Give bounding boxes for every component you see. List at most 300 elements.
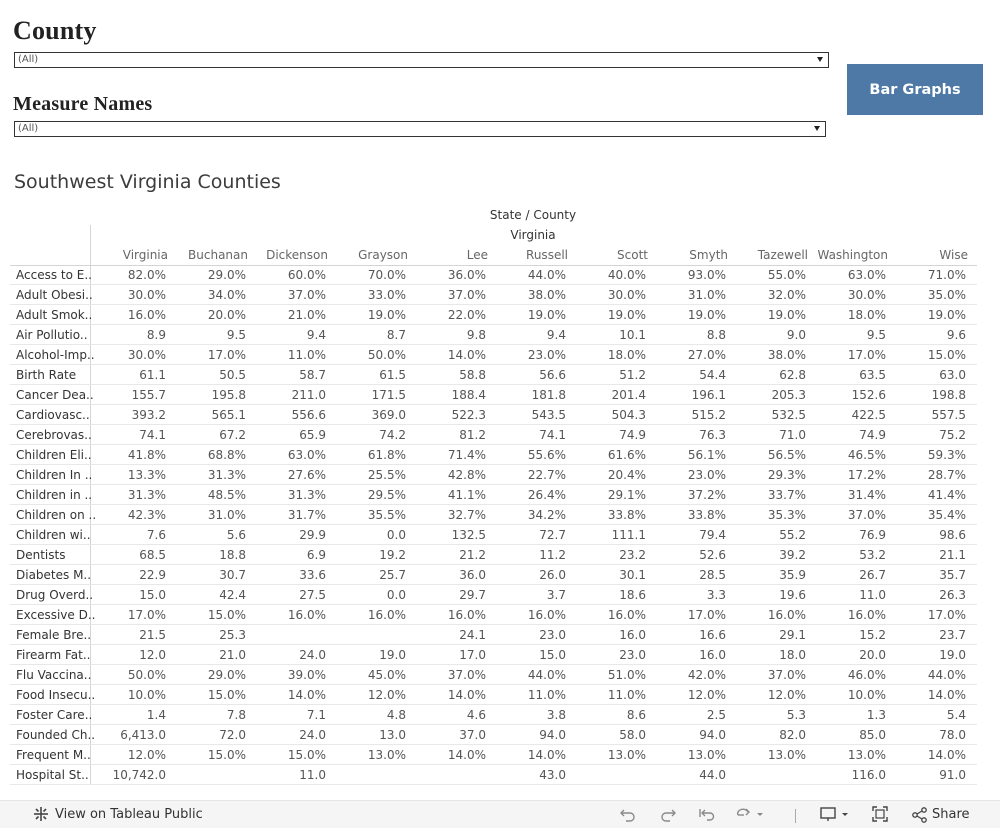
- table-cell: [730, 765, 810, 784]
- table-cell: 37.0%: [447, 288, 486, 302]
- table-cell: 0.0: [386, 528, 406, 542]
- table-cell: 152.6: [851, 388, 886, 402]
- table-cell: 195.8: [211, 388, 246, 402]
- table-cell: 21.1: [939, 548, 966, 562]
- table-cell: 37.2%: [687, 488, 726, 502]
- table-cell: [250, 625, 330, 644]
- table-cell: 565.1: [211, 408, 246, 422]
- table-cell: 94.0: [699, 728, 726, 742]
- table-cell: 557.5: [931, 408, 966, 422]
- county-dropdown-value: (All): [18, 54, 39, 65]
- table-cell: 198.8: [931, 388, 966, 402]
- table-cell: 63.0: [939, 368, 966, 382]
- table-cell: 70.0%: [367, 268, 406, 282]
- bar-graphs-button[interactable]: Bar Graphs: [847, 64, 983, 115]
- table-cell: 41.1%: [447, 488, 486, 502]
- table-row: [10, 365, 977, 385]
- table-cell: 31.7%: [287, 508, 326, 522]
- table-cell: 15.0: [539, 648, 566, 662]
- table-cell: 41.8%: [127, 448, 166, 462]
- table-cell: 35.7: [939, 568, 966, 582]
- table-cell: 14.0%: [527, 748, 566, 762]
- table-cell: 16.6: [699, 628, 726, 642]
- table-cell: 54.4: [699, 368, 726, 382]
- table-cell: 6,413.0: [120, 728, 166, 742]
- measure-names-filter-title: Measure Names: [13, 93, 153, 115]
- state-header: Virginia: [510, 228, 556, 242]
- table-cell: 7.8: [226, 708, 246, 722]
- row-header: Cardiovasc..: [16, 408, 90, 422]
- table-cell: 5.3: [786, 708, 806, 722]
- table-cell: 39.2: [779, 548, 806, 562]
- view-on-tableau-label: View on Tableau Public: [55, 807, 203, 822]
- table-row: [10, 305, 977, 325]
- row-header: Access to E..: [16, 268, 92, 282]
- measure-names-dropdown[interactable]: [14, 121, 826, 137]
- table-cell: 26.7: [859, 568, 886, 582]
- table-cell: 2.5: [706, 708, 726, 722]
- table-cell: 40.0%: [607, 268, 646, 282]
- table-cell: 19.0: [939, 648, 966, 662]
- table-cell: 13.0%: [607, 748, 646, 762]
- refresh-icon[interactable]: [735, 806, 765, 826]
- row-header: Female Bre..: [16, 628, 92, 642]
- table-cell: 19.0%: [687, 308, 726, 322]
- table-cell: 31.3%: [207, 468, 246, 482]
- table-cell: 19.0%: [527, 308, 566, 322]
- table-cell: 17.0%: [927, 608, 966, 622]
- table-cell: 55.0%: [767, 268, 806, 282]
- table-cell: 19.0%: [607, 308, 646, 322]
- table-cell: 15.0%: [927, 348, 966, 362]
- table-cell: 32.7%: [447, 508, 486, 522]
- table-cell: 9.0: [786, 328, 806, 342]
- table-cell: 16.0%: [447, 608, 486, 622]
- table-cell: 132.5: [451, 528, 486, 542]
- revert-icon[interactable]: [698, 806, 716, 826]
- table-row: [10, 585, 977, 605]
- table-cell: 0.0: [386, 588, 406, 602]
- table-cell: 27.6%: [287, 468, 326, 482]
- table-cell: 17.0%: [207, 348, 246, 362]
- row-header: Firearm Fat..: [16, 648, 91, 662]
- table-cell: 53.2: [859, 548, 886, 562]
- table-cell: 61.6%: [607, 448, 646, 462]
- table-cell: 61.1: [139, 368, 166, 382]
- table-row: [10, 445, 977, 465]
- table-cell: 45.0%: [367, 668, 406, 682]
- table-cell: 56.6: [539, 368, 566, 382]
- table-cell: 19.2: [379, 548, 406, 562]
- row-header: Alcohol-Imp..: [16, 348, 95, 362]
- table-cell: 74.2: [379, 428, 406, 442]
- table-cell: 3.7: [546, 588, 566, 602]
- table-cell: 29.0%: [207, 668, 246, 682]
- table-cell: 16.0%: [767, 608, 806, 622]
- view-on-tableau-public-link[interactable]: [33, 807, 203, 822]
- table-cell: 29.1%: [607, 488, 646, 502]
- table-cell: 56.1%: [687, 448, 726, 462]
- table-cell: 10,742.0: [112, 768, 166, 782]
- table-cell: 10.0%: [847, 688, 886, 702]
- table-cell: 98.6: [939, 528, 966, 542]
- table-cell: 20.0%: [207, 308, 246, 322]
- table-cell: 27.0%: [687, 348, 726, 362]
- table-cell: 82.0%: [127, 268, 166, 282]
- table-cell: 10.1: [619, 328, 646, 342]
- table-cell: 5.4: [946, 708, 966, 722]
- table-cell: 48.5%: [207, 488, 246, 502]
- table-cell: 31.3%: [127, 488, 166, 502]
- state-county-header: State / County: [489, 208, 577, 222]
- table-cell: 11.0: [299, 768, 326, 782]
- table-cell: 9.6: [946, 328, 966, 342]
- table-cell: 71.0%: [927, 268, 966, 282]
- row-header: Drug Overd..: [16, 588, 94, 602]
- table-cell: 39.0%: [287, 668, 326, 682]
- table-cell: 30.0%: [127, 288, 166, 302]
- table-cell: 8.6: [626, 708, 646, 722]
- table-cell: 17.0%: [847, 348, 886, 362]
- chevron-down-icon: [814, 126, 820, 131]
- row-header: Air Pollutio..: [16, 328, 88, 342]
- table-cell: 31.0%: [687, 288, 726, 302]
- row-header: Founded Ch..: [16, 728, 96, 742]
- table-cell: 26.0: [539, 568, 566, 582]
- table-cell: 201.4: [611, 388, 646, 402]
- table-row: [10, 725, 977, 745]
- table-cell: 18.6: [619, 588, 646, 602]
- table-cell: 23.0%: [687, 468, 726, 482]
- table-cell: 111.1: [611, 528, 646, 542]
- table-cell: 9.4: [306, 328, 326, 342]
- redo-icon[interactable]: [659, 806, 677, 826]
- table-cell: 44.0%: [927, 668, 966, 682]
- table-cell: 63.0%: [847, 268, 886, 282]
- table-cell: 24.1: [459, 628, 486, 642]
- table-cell: 14.0%: [927, 688, 966, 702]
- table-row: [10, 505, 977, 525]
- table-cell: 7.6: [146, 528, 166, 542]
- table-cell: 12.0%: [687, 688, 726, 702]
- table-cell: 35.3%: [767, 508, 806, 522]
- table-cell: 50.0%: [367, 348, 406, 362]
- table-cell: 188.4: [451, 388, 486, 402]
- table-cell: 33.0%: [367, 288, 406, 302]
- table-cell: 515.2: [691, 408, 726, 422]
- table-cell: 15.0%: [207, 688, 246, 702]
- table-cell: 13.0: [379, 728, 406, 742]
- row-header: Children In ..: [16, 468, 93, 482]
- table-cell: 23.7: [939, 628, 966, 642]
- table-cell: 17.0: [459, 648, 486, 662]
- table-cell: 23.0%: [527, 348, 566, 362]
- table-row: [10, 745, 977, 765]
- sheet-title: Southwest Virginia Counties: [14, 171, 281, 193]
- table-cell: 15.0%: [287, 748, 326, 762]
- column-header: Tazewell: [757, 248, 808, 262]
- table-cell: 4.8: [386, 708, 406, 722]
- table-cell: 58.8: [459, 368, 486, 382]
- table-cell: 26.4%: [527, 488, 566, 502]
- table-cell: 18.8: [219, 548, 246, 562]
- table-cell: 16.0%: [127, 308, 166, 322]
- table-cell: 18.0%: [847, 308, 886, 322]
- tableau-logo-icon: [33, 806, 49, 826]
- table-cell: 22.9: [139, 568, 166, 582]
- table-cell: 13.0%: [767, 748, 806, 762]
- table-cell: 8.9: [146, 328, 166, 342]
- table-cell: 556.6: [291, 408, 326, 422]
- table-row: [10, 565, 977, 585]
- table-cell: 16.0%: [847, 608, 886, 622]
- table-cell: 68.8%: [207, 448, 246, 462]
- table-cell: 25.7: [379, 568, 406, 582]
- table-cell: 5.6: [226, 528, 246, 542]
- table-row: [10, 285, 977, 305]
- table-row: [10, 605, 977, 625]
- table-cell: 13.0%: [367, 748, 406, 762]
- row-header: Children wi..: [16, 528, 91, 542]
- row-header: Adult Obesi..: [16, 288, 93, 302]
- table-row: [10, 425, 977, 445]
- table-cell: 32.0%: [767, 288, 806, 302]
- table-cell: 8.8: [706, 328, 726, 342]
- column-header: Buchanan: [188, 248, 248, 262]
- row-header: Frequent M..: [16, 748, 91, 762]
- table-cell: 17.0%: [687, 608, 726, 622]
- table-cell: 25.3: [219, 628, 246, 642]
- table-row: [10, 685, 977, 705]
- table-cell: 44.0%: [527, 268, 566, 282]
- table-cell: 34.0%: [207, 288, 246, 302]
- table-cell: 33.6: [299, 568, 326, 582]
- table-row: [10, 645, 977, 665]
- table-cell: 71.0: [779, 428, 806, 442]
- row-header: Diabetes M..: [16, 568, 92, 582]
- table-cell: 6.9: [306, 548, 326, 562]
- table-cell: 63.5: [859, 368, 886, 382]
- table-cell: 9.5: [866, 328, 886, 342]
- table-cell: 72.0: [219, 728, 246, 742]
- measure-names-dropdown-value: (All): [18, 123, 39, 134]
- chevron-down-icon: [817, 57, 823, 62]
- table-cell: 41.4%: [927, 488, 966, 502]
- table-cell: 76.3: [699, 428, 726, 442]
- table-cell: 11.0%: [607, 688, 646, 702]
- table-cell: 74.1: [139, 428, 166, 442]
- table-row: [10, 265, 977, 285]
- table-cell: 34.2%: [527, 508, 566, 522]
- table-cell: 15.0: [139, 588, 166, 602]
- table-cell: 31.0%: [207, 508, 246, 522]
- column-header: Russell: [526, 248, 568, 262]
- table-cell: 94.0: [539, 728, 566, 742]
- row-header: Flu Vaccina..: [16, 668, 92, 682]
- table-cell: 1.3: [866, 708, 886, 722]
- table-cell: 68.5: [139, 548, 166, 562]
- table-row: [10, 485, 977, 505]
- table-row: [10, 325, 977, 345]
- table-cell: 16.0%: [527, 608, 566, 622]
- table-cell: 211.0: [291, 388, 326, 402]
- table-row: [10, 525, 977, 545]
- column-header: Smyth: [689, 248, 728, 262]
- crosstab-table[interactable]: [10, 203, 980, 782]
- row-header: Cerebrovas..: [16, 428, 92, 442]
- table-cell: 23.0: [619, 648, 646, 662]
- table-cell: 63.0%: [287, 448, 326, 462]
- table-cell: 25.5%: [367, 468, 406, 482]
- table-cell: 393.2: [131, 408, 166, 422]
- row-header: Children in ..: [16, 488, 93, 502]
- table-cell: 30.0%: [847, 288, 886, 302]
- table-cell: 38.0%: [527, 288, 566, 302]
- table-cell: 14.0%: [927, 748, 966, 762]
- table-cell: 36.0: [459, 568, 486, 582]
- table-cell: 24.0: [299, 728, 326, 742]
- table-cell: 205.3: [771, 388, 806, 402]
- table-cell: 16.0%: [367, 608, 406, 622]
- county-dropdown[interactable]: [14, 52, 829, 68]
- table-cell: 35.9: [779, 568, 806, 582]
- table-cell: 62.8: [779, 368, 806, 382]
- table-cell: 30.0%: [127, 348, 166, 362]
- table-cell: 171.5: [371, 388, 406, 402]
- row-header: Children Eli..: [16, 448, 92, 462]
- table-cell: 532.5: [771, 408, 806, 422]
- table-cell: [330, 765, 410, 784]
- table-cell: 52.6: [699, 548, 726, 562]
- table-cell: 61.8%: [367, 448, 406, 462]
- table-cell: 30.7: [219, 568, 246, 582]
- table-cell: 29.3%: [767, 468, 806, 482]
- table-cell: 19.0: [379, 648, 406, 662]
- table-cell: 33.8%: [607, 508, 646, 522]
- table-cell: 31.4%: [847, 488, 886, 502]
- table-cell: 21.0: [219, 648, 246, 662]
- table-cell: 51.2: [619, 368, 646, 382]
- row-header: Cancer Dea..: [16, 388, 94, 402]
- table-cell: 76.9: [859, 528, 886, 542]
- table-cell: 18.0%: [607, 348, 646, 362]
- row-header: Birth Rate: [16, 368, 77, 382]
- table-cell: 55.6%: [527, 448, 566, 462]
- table-row: [10, 405, 977, 425]
- column-header: Wise: [939, 248, 968, 262]
- table-cell: 82.0: [779, 728, 806, 742]
- table-cell: 196.1: [691, 388, 726, 402]
- table-cell: 12.0%: [767, 688, 806, 702]
- table-cell: 11.0: [859, 588, 886, 602]
- table-cell: 29.9: [299, 528, 326, 542]
- table-cell: 46.5%: [847, 448, 886, 462]
- table-cell: [570, 765, 650, 784]
- table-cell: 72.7: [539, 528, 566, 542]
- table-cell: 19.0%: [367, 308, 406, 322]
- table-cell: 19.0%: [767, 308, 806, 322]
- table-cell: 22.7%: [527, 468, 566, 482]
- row-header: Hospital St..: [16, 768, 89, 782]
- table-cell: 29.5%: [367, 488, 406, 502]
- table-row: [10, 545, 977, 565]
- table-cell: 37.0%: [287, 288, 326, 302]
- share-button[interactable]: [912, 807, 970, 822]
- table-cell: 15.2: [859, 628, 886, 642]
- row-header: Foster Care..: [16, 708, 93, 722]
- download-icon[interactable]: [820, 806, 850, 826]
- table-cell: 37.0: [459, 728, 486, 742]
- undo-icon[interactable]: [619, 806, 637, 826]
- table-cell: 9.8: [466, 328, 486, 342]
- table-cell: 16.0: [619, 628, 646, 642]
- table-cell: 67.2: [219, 428, 246, 442]
- table-cell: 91.0: [939, 768, 966, 782]
- table-cell: 8.7: [386, 328, 406, 342]
- table-cell: 37.0%: [767, 668, 806, 682]
- table-cell: 4.6: [466, 708, 486, 722]
- tableau-toolbar: [0, 800, 1000, 828]
- row-header: Dentists: [16, 548, 66, 562]
- table-cell: 19.0%: [927, 308, 966, 322]
- table-row: [10, 625, 977, 645]
- table-cell: 31.3%: [287, 488, 326, 502]
- fullscreen-icon[interactable]: [872, 806, 888, 826]
- table-cell: [170, 765, 250, 784]
- table-cell: 12.0%: [367, 688, 406, 702]
- table-cell: 504.3: [611, 408, 646, 422]
- column-header: Washington: [817, 248, 888, 262]
- column-header: Scott: [617, 248, 648, 262]
- table-cell: 16.0%: [607, 608, 646, 622]
- table-cell: 543.5: [531, 408, 566, 422]
- table-cell: 56.5%: [767, 448, 806, 462]
- table-cell: 12.0%: [127, 748, 166, 762]
- table-cell: 3.8: [546, 708, 566, 722]
- table-cell: 15.0%: [207, 608, 246, 622]
- table-cell: 21.0%: [287, 308, 326, 322]
- table-cell: 15.0%: [207, 748, 246, 762]
- table-cell: 58.7: [299, 368, 326, 382]
- table-cell: 522.3: [451, 408, 486, 422]
- table-cell: 7.1: [306, 708, 326, 722]
- table-cell: 11.0%: [527, 688, 566, 702]
- table-cell: 44.0%: [527, 668, 566, 682]
- table-cell: 22.0%: [447, 308, 486, 322]
- share-label: Share: [932, 807, 970, 822]
- table-cell: 9.4: [546, 328, 566, 342]
- table-cell: 13.3%: [127, 468, 166, 482]
- table-cell: 60.0%: [287, 268, 326, 282]
- table-cell: [330, 625, 410, 644]
- table-cell: 79.4: [699, 528, 726, 542]
- column-header: Virginia: [122, 248, 168, 262]
- table-cell: 85.0: [859, 728, 886, 742]
- table-cell: 42.8%: [447, 468, 486, 482]
- table-cell: 30.1: [619, 568, 646, 582]
- table-cell: 59.3%: [927, 448, 966, 462]
- table-cell: 10.0%: [127, 688, 166, 702]
- table-cell: 19.6: [779, 588, 806, 602]
- column-header: Lee: [466, 248, 488, 262]
- row-header: Adult Smok..: [16, 308, 93, 322]
- table-cell: 58.0: [619, 728, 646, 742]
- column-header: Grayson: [358, 248, 408, 262]
- table-cell: 50.5: [219, 368, 246, 382]
- table-cell: 42.3%: [127, 508, 166, 522]
- table-cell: 12.0: [139, 648, 166, 662]
- toolbar-separator: [795, 809, 796, 823]
